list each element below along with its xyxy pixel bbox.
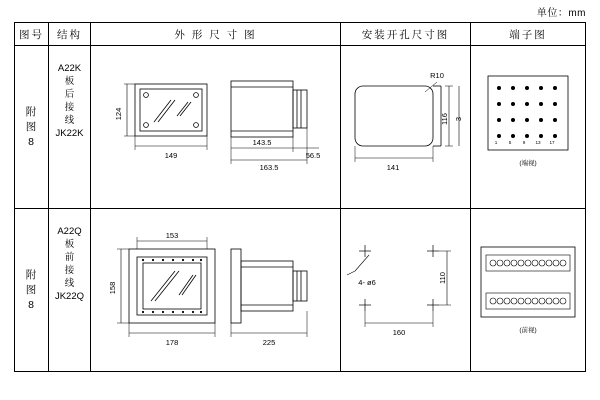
header-outline-drawing: 外 形 尺 寸 图	[91, 23, 341, 45]
svg-text:1: 1	[494, 140, 498, 145]
structure-cn-2: 后	[64, 89, 75, 100]
terminal-diagram-2-svg	[471, 209, 585, 372]
structure-cell-2	[49, 209, 91, 371]
structure-code-bottom: JK22Q	[54, 291, 85, 302]
structure-cn-2: 前	[64, 252, 75, 263]
structure-cn-3: 接	[64, 102, 75, 113]
fig-line-1: 附	[25, 105, 38, 118]
fig-line-3: 8	[28, 135, 35, 148]
terminal-diagram-cell-1	[471, 46, 585, 208]
fig-line-2: 图	[25, 283, 38, 296]
header-mounting-cutout: 安装开孔尺寸图	[341, 23, 471, 45]
dim-width-178: 178	[165, 338, 179, 347]
table-header-row	[15, 23, 585, 46]
svg-text:13: 13	[535, 140, 541, 145]
dim-cutout-width-141: 141	[386, 163, 400, 172]
structure-cn-1: 板	[64, 76, 75, 87]
structure-code-top: A22K	[57, 63, 82, 74]
dim-depth-163-5: 163.5	[259, 163, 279, 172]
dim-depth-56-5: 56.5	[305, 151, 321, 160]
fig-line-2: 图	[25, 120, 38, 133]
spec-table	[14, 22, 586, 372]
dim-cutout-width-160: 160	[392, 328, 406, 337]
terminal-diagram-1-svg	[471, 46, 585, 209]
structure-cell-1	[49, 46, 91, 208]
structure-code-bottom: JK22K	[55, 128, 84, 139]
fig-line-3: 8	[28, 298, 35, 311]
structure-cn-4: 线	[64, 115, 75, 126]
outline-drawing-2-svg	[91, 209, 341, 372]
structure-code-top: A22Q	[57, 226, 82, 237]
dim-inner-width-153: 153	[165, 231, 179, 240]
outline-drawing-1-svg	[91, 46, 341, 209]
mounting-drawing-1-svg	[341, 46, 471, 209]
structure-cn-1: 板	[64, 239, 75, 250]
table-row	[15, 46, 585, 209]
unit-note: 单位：mm	[536, 8, 586, 19]
svg-text:17: 17	[549, 140, 555, 145]
dim-thickness-3: 3	[454, 116, 463, 122]
header-structure: 结构	[49, 23, 91, 45]
fig-line-1: 附	[25, 268, 38, 281]
dim-depth-225: 225	[262, 338, 276, 347]
fig-no-cell-1	[15, 46, 49, 208]
hole-note-4-d6: 4- ø6	[358, 278, 376, 287]
dim-height-124: 124	[114, 107, 123, 121]
outline-drawing-cell-2	[91, 209, 341, 371]
svg-text:9: 9	[522, 140, 526, 145]
terminal-caption-1: (端视)	[519, 160, 537, 167]
dim-cutout-height-110: 110	[438, 272, 447, 284]
mounting-drawing-2-svg	[341, 209, 471, 372]
dim-width-149: 149	[164, 151, 178, 160]
structure-cn-3: 接	[64, 265, 75, 276]
dim-depth-143-5: 143.5	[252, 138, 272, 147]
dim-radius-r10: R10	[430, 71, 444, 80]
mounting-cutout-cell-1	[341, 46, 471, 208]
mounting-cutout-cell-2	[341, 209, 471, 371]
terminal-diagram-cell-2	[471, 209, 585, 371]
fig-no-cell-2	[15, 209, 49, 371]
dim-height-158: 158	[108, 281, 117, 295]
structure-cn-4: 线	[64, 278, 75, 289]
terminal-caption-2: (前视)	[519, 327, 537, 334]
outline-drawing-cell-1	[91, 46, 341, 208]
header-terminal-diagram: 端子图	[509, 28, 547, 41]
header-fig-no: 图号	[15, 23, 49, 45]
table-row	[15, 209, 585, 371]
dim-cutout-height-116: 116	[440, 113, 449, 125]
svg-text:5: 5	[508, 140, 512, 145]
